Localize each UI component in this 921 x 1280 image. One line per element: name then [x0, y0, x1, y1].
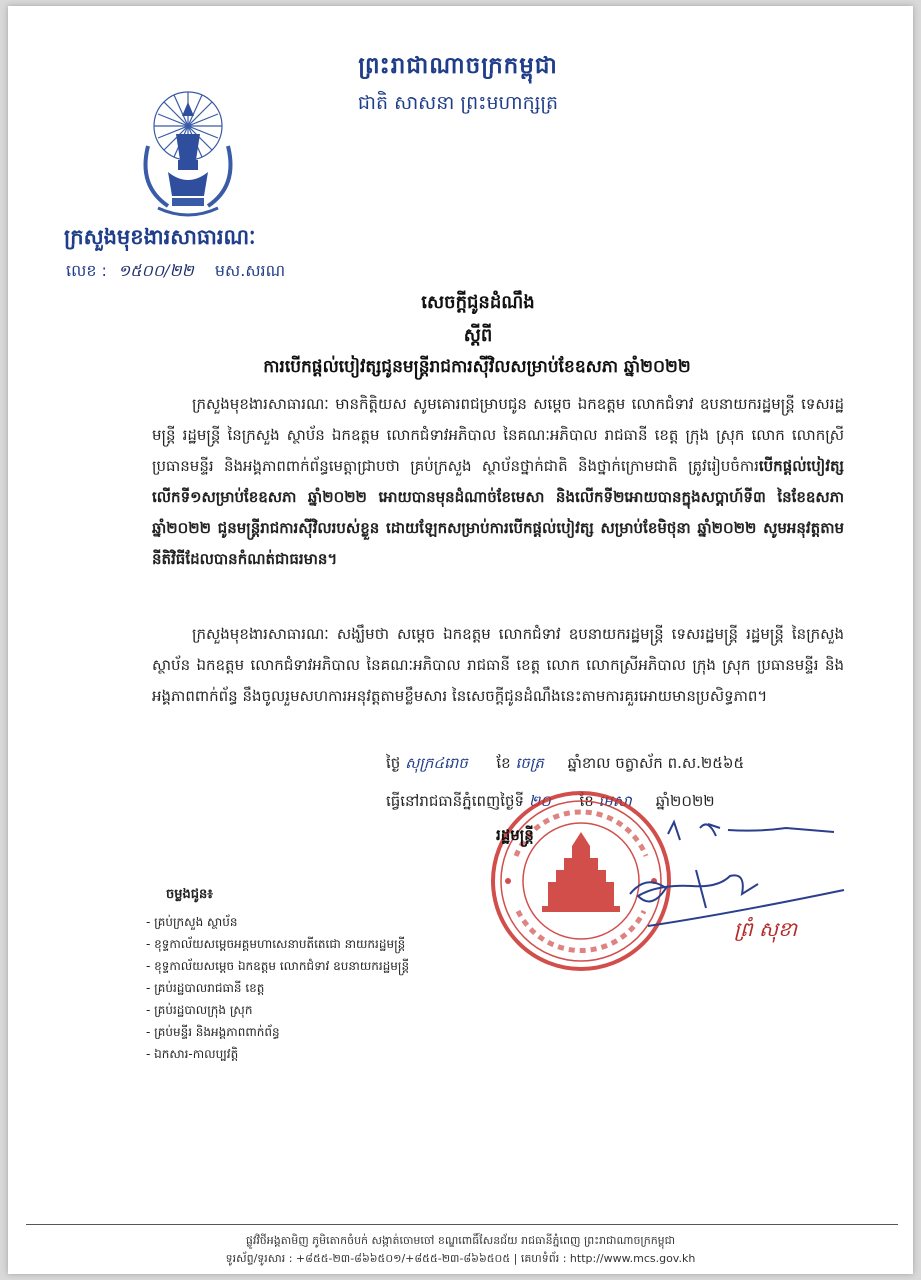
letter-sheet	[8, 6, 913, 1274]
kingdom-motto: ជាតិ សាសនា ព្រះមហាក្សត្រ	[357, 92, 559, 114]
cc-item: - គ្រប់មន្ទីរ និងអង្គភាពពាក់ព័ន្ធ	[146, 1025, 280, 1039]
kingdom-header	[348, 52, 568, 119]
body-paragraph-1-plain: ក្រសួងមុខងារសាធារណៈ មានកិត្តិយស សូមគោរពជម្រាបជូន សម្តេច ឯកឧត្តម លោកជំទាវ ឧបនាយករដ្ឋមន្ត្រី ទេសរដ្ឋមន្ត្រី រដ្ឋមន្ត្រី នៃក្រសួង ស្ថាប័ន ឯកឧត្តម លោកជំទាវអភិបាល នៃគណៈអភិបាល រាជធានី ខេត្ត ក្រុង ស្រុក លោក លោកស្រីប្រធានមន្ទីរ និងអង្គភាពពាក់ព័ន្ធមេត្តាជ្រាបថា គ្រប់ក្រសួង ស្ថាប័នថ្នាក់ជាតិ និងថ្នាក់ក្រោមជាតិ ត្រូវរៀបចំការ	[152, 395, 844, 475]
body-paragraph-2: ក្រសួងមុខងារសាធារណៈ សង្ឃឹមថា សម្តេច ឯកឧត្តម លោកជំទាវ ឧបនាយករដ្ឋមន្ត្រី ទេសរដ្ឋមន្ត្រី រដ្ឋមន្ត្រី នៃក្រសួង ស្ថាប័ន ឯកឧត្តម លោកជំទាវអភិបាល នៃគណៈអភិបាល រាជធានី ខេត្ត លោក លោកស្រីអភិបាល ក្រុង ស្រុក ប្រធានមន្ទីរ និងអង្គភាពពាក់ព័ន្ធ នឹងចូលរួមសហការអនុវត្តតាមខ្លឹមសារ នៃសេចក្តីជូនដំណឹងនេះតាមការគួរអោយមានប្រសិទ្ធភាព។	[152, 625, 844, 705]
lunar-year: ឆ្នាំខាល ចត្វាស័ក ព.ស.២៥៦៥	[567, 754, 745, 772]
date-day: ២០	[528, 792, 551, 810]
signer-title: រដ្ឋមន្ត្រី	[496, 826, 534, 844]
footer-address: ផ្លូវវិថីអង្គតាមិញ ភូមិតោកចំបក់ សង្កាត់ចោមចៅ ខណ្ឌពោធិ៍សែនជ័យ រាជធានីភ្នំពេញ ព្រះរាជាណាចក្រកម្ពុជា	[245, 1234, 676, 1247]
kingdom-title: ព្រះរាជាណាចក្រកម្ពុជា	[358, 53, 558, 79]
cc-item: - គ្រប់រដ្ឋបាលរាជធានី ខេត្ត	[146, 981, 265, 995]
footer	[8, 1232, 913, 1268]
notice-title: សេចក្តីជូនដំណឹង	[421, 292, 535, 313]
signer-name: ព្រំ សុខា	[734, 917, 798, 941]
body-paragraph-1	[152, 389, 844, 575]
reference-label: លេខ :	[66, 261, 107, 280]
royal-emblem-icon	[128, 76, 248, 226]
footer-divider	[26, 1224, 898, 1225]
notice-heading	[268, 290, 688, 350]
body-paragraph-1-bold: បើកផ្តល់បៀវត្សលើកទី១សម្រាប់ខែឧសភា ឆ្នាំ២០២២ អោយបានមុនដំណាច់ខែមេសា និងលើកទី២អោយបានក្នុងសប្តាហ៍ទី៣ នៃខែឧសភា ឆ្នាំ២០២២ ជូនមន្ត្រីរាជការស៊ីវិលរបស់ខ្លួន ដោយឡែកសម្រាប់ការបើកផ្តល់បៀវត្ស សម្រាប់ខែមិថុនា ឆ្នាំ២០២២ សូមអនុវត្តតាមនីតិវិធីដែលបានកំណត់ជាធរមាន។	[152, 457, 844, 568]
reference-suffix: មស.សរណ	[214, 261, 286, 280]
cc-item: - គ្រប់ក្រសួង ស្ថាប័ន	[146, 915, 238, 929]
notice-subject: ការបើកផ្តល់បៀវត្សជូនមន្ត្រីរាជការស៊ីវិលសម្រាប់ខែឧសភា ឆ្នាំ២០២២	[263, 357, 691, 377]
place-label: ធ្វើនៅរាជធានីភ្នំពេញថ្ងៃទី	[386, 792, 525, 810]
cc-item: - ខុទ្ទកាល័យសម្តេច ឯកឧត្តម លោកជំទាវ ឧបនាយករដ្ឋមន្ត្រី	[146, 959, 410, 973]
lunar-day-prefix: ថ្ងៃ	[386, 754, 401, 772]
reference-line	[66, 260, 285, 284]
cc-item: - ខុទ្ទកាល័យសម្តេចអគ្គមហាសេនាបតីតេជោ នាយករដ្ឋមន្ត្រី	[146, 937, 406, 951]
cc-item: - គ្រប់រដ្ឋបាលក្រុង ស្រុក	[146, 1003, 253, 1017]
date-month: មេសា	[598, 792, 632, 810]
footer-contact: ទូរស័ព្ទ/ទូរសារ : +៨៥៥-២៣-៨៦៦៥០១/+៨៥៥-២៣-៨៦៦៥០៥ | គេហទំព័រ : http://www.mcs.gov.kh	[225, 1252, 696, 1265]
lunar-day: សុក្រ៤រោច	[405, 754, 468, 772]
date-year: ឆ្នាំ២០២២	[655, 792, 715, 810]
cc-list	[146, 886, 409, 1065]
cc-title: ចម្លងជូន៖	[166, 887, 213, 902]
notice-about: ស្តីពី	[463, 325, 493, 346]
month-label: ខែ	[579, 792, 594, 810]
ministry-name: ក្រសួងមុខងារសាធារណៈ	[64, 225, 256, 249]
lunar-month-label: ខែ	[496, 754, 511, 772]
cc-item: - ឯកសារ-កាលប្បវត្តិ	[146, 1047, 239, 1061]
lunar-date	[386, 754, 744, 776]
reference-number: ១៥០០/២២	[118, 261, 194, 280]
lunar-month: ចេត្រ	[515, 754, 544, 772]
